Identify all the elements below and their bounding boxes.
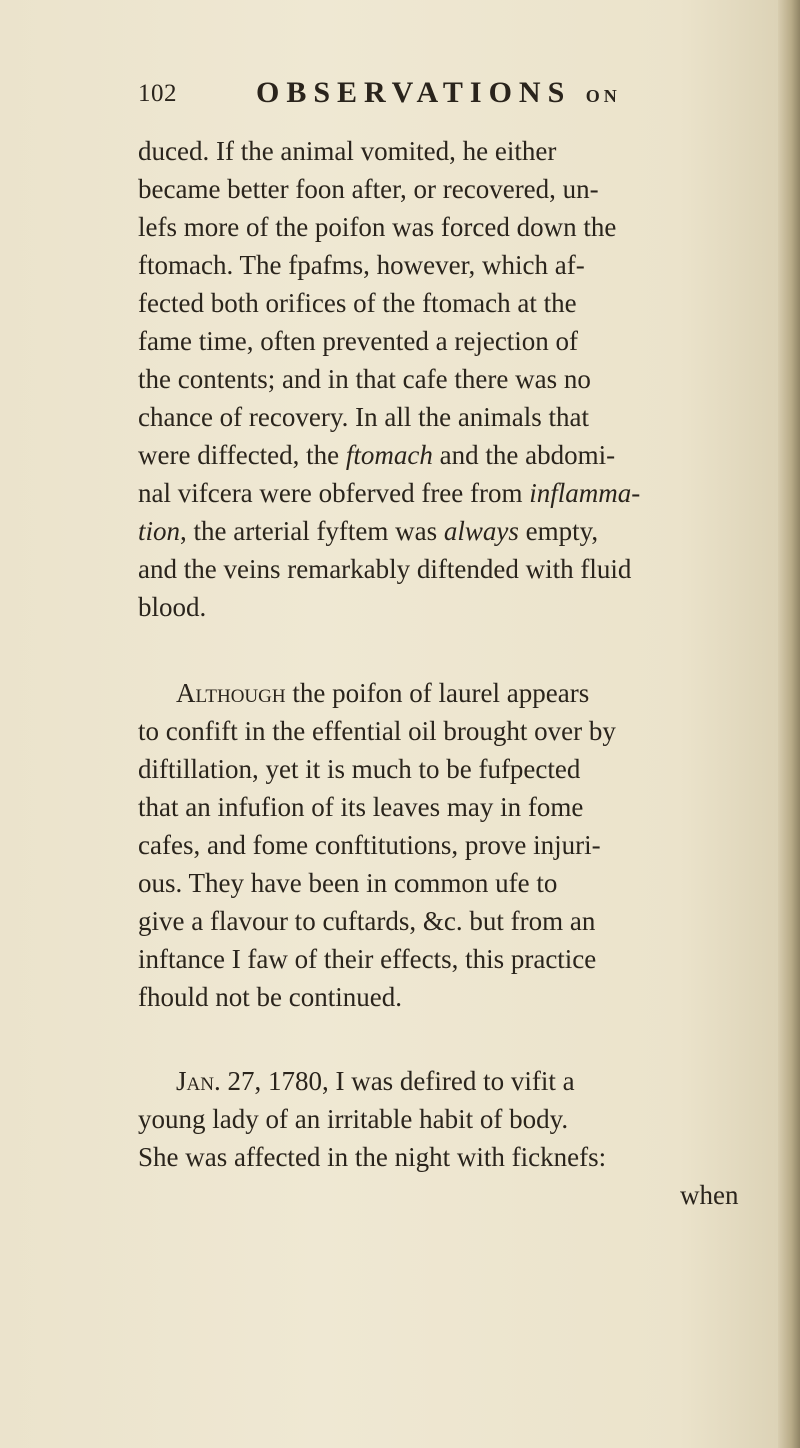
text-line: inftance I faw of their effects, this practice (138, 944, 597, 974)
page-header (138, 76, 698, 116)
page-number: 102 (138, 80, 177, 107)
page-edge-shadow (778, 0, 800, 1448)
text-line: ftomach. The fpafms, however, which af- (138, 250, 585, 280)
text-run: nal vifcera were obferved free from (138, 478, 530, 508)
text-line: diftillation, yet it is much to be fufpected (138, 754, 581, 784)
text-line: blood. (138, 592, 207, 622)
text-line: lefs more of the poifon was forced down the (138, 212, 617, 242)
text-line: give a flavour to cuftards, &c. but from an (138, 906, 596, 936)
text-line: to confift in the effential oil brought over by (138, 716, 616, 746)
text-line (176, 676, 589, 710)
italic-text: ftomach (345, 440, 433, 470)
running-head-small: ON (585, 86, 621, 106)
catchword: when (680, 1180, 739, 1210)
text-line: duced. If the animal vomited, he either (138, 136, 557, 166)
text-run: the poifon of laurel appears (285, 678, 590, 708)
text-line: the contents; and in that cafe there was no (138, 364, 591, 394)
small-caps-lead: Jan. (176, 1066, 221, 1096)
text-line: cafes, and fome conftitutions, prove injuri- (138, 830, 601, 860)
text-line: fhould not be continued. (138, 982, 402, 1012)
small-caps-lead: Although (176, 678, 286, 708)
text-line (138, 438, 615, 472)
text-run: 27, 1780, I was defired to vifit a (220, 1066, 575, 1096)
text-line (138, 476, 640, 510)
italic-text: inflamma- (529, 478, 641, 508)
text-run: , the arterial fyftem was (180, 516, 444, 546)
text-line: chance of recovery. In all the animals that (138, 402, 590, 432)
italic-text: always (443, 516, 519, 546)
text-run: were diffected, the (138, 440, 346, 470)
text-line: She was affected in the night with ficknefs: (138, 1142, 607, 1172)
running-head-main: OBSERVATIONS (256, 76, 572, 109)
text-line: young lady of an irritable habit of body. (138, 1104, 569, 1134)
text-line: that an infufion of its leaves may in fome (138, 792, 584, 822)
text-line: fected both orifices of the ftomach at the (138, 288, 577, 318)
text-line (176, 1064, 575, 1098)
text-run: and the abdomi- (432, 440, 616, 470)
text-line: fame time, often prevented a rejection of (138, 326, 579, 356)
running-head (256, 76, 621, 110)
text-line: became better foon after, or recovered, un- (138, 174, 599, 204)
text-line (138, 514, 598, 548)
text-run: empty, (518, 516, 599, 546)
text-line: ous. They have been in common ufe to (138, 868, 558, 898)
italic-text: tion (138, 516, 181, 546)
text-line: and the veins remarkably diftended with fluid (138, 554, 632, 584)
